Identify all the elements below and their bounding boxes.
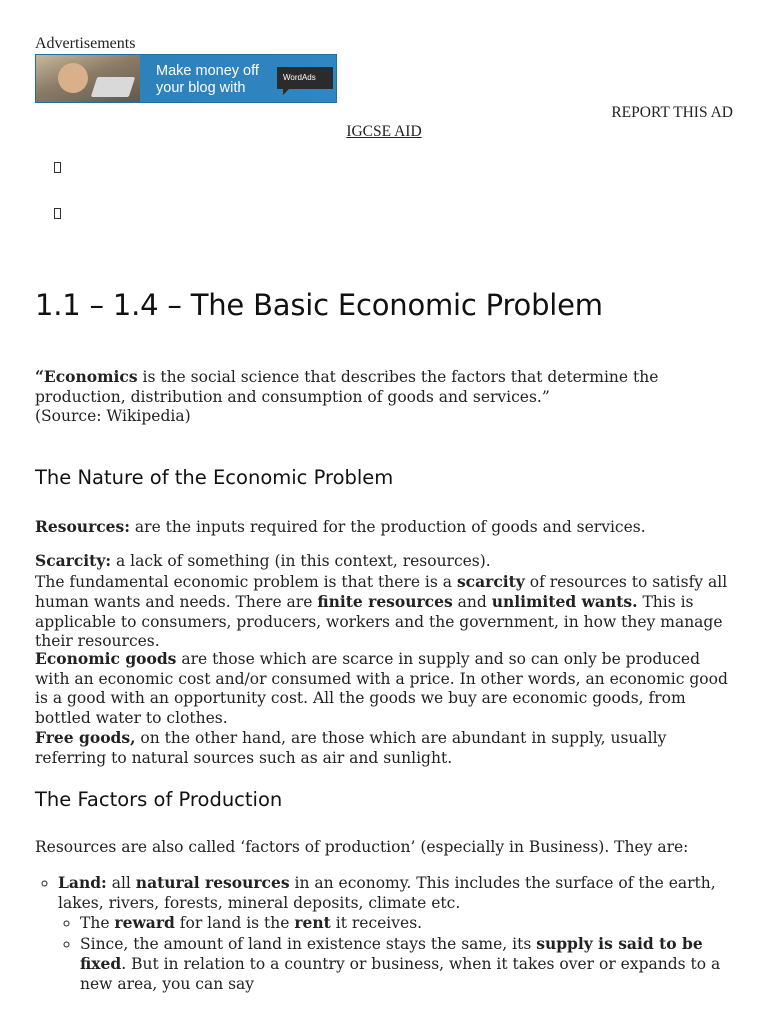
factors-heading: The Factors of Production [35,788,283,811]
problem-text: The fundamental economic problem is that there is a [35,572,457,591]
missing-glyph-icon[interactable] [54,208,61,219]
reward-text: for land is the [174,914,295,932]
ad-laptop-shape [91,77,135,97]
report-ad-link[interactable]: REPORT THIS AD [611,104,733,121]
ad-banner-line1: Make money off [156,63,259,79]
factors-outer-list [35,873,738,994]
page-title: 1.1 – 1.4 – The Basic Economic Problem [35,288,603,322]
free-goods-definition: on the other hand, are those which are abundant in supply, usually referring to natural sources such as air and sunlight. [35,729,667,767]
advertisements-label: Advertisements [35,35,136,52]
reward-bold: reward [114,913,175,932]
site-title-link[interactable]: IGCSE AID [346,123,422,140]
ad-person-shape [58,63,88,93]
economics-quote [35,367,738,427]
fixed-bold: supply is said to be fixed [80,933,703,973]
wordads-logo: WordAds [277,67,333,89]
factors-list [35,873,738,994]
economics-definition: is the social science that describes the factors that determine the production, distribution and consumption of goods and services.” [35,368,659,406]
economic-goods-definition: are those which are scarce in supply and so can only be produced with an economic cost and/or consumed with a price. In other words, an economic good is a good with an opportunity cost. All the goods we buy are economic goods, from bottled water to clothes. [35,650,728,727]
resources-term: Resources: [35,517,130,536]
reward-text: The [80,914,115,932]
goods-paragraph [35,649,738,768]
problem-bold: unlimited wants. [491,592,638,611]
economic-goods-term: Economic goods [35,649,177,668]
list-item [80,913,738,934]
ad-photo-image [36,55,140,103]
problem-bold: finite resources [317,592,453,611]
factors-intro-text: Resources are also called ‘factors of production’ (especially in Business). They are: [35,838,689,856]
scarcity-definition: a lack of something (in this context, resources). [111,552,491,570]
list-item [58,873,738,994]
resources-paragraph [35,517,738,538]
fixed-text: Since, the amount of land in existence stays the same, its [80,934,537,953]
missing-glyph-icon[interactable] [54,162,61,173]
land-sub-list [58,913,738,994]
fixed-text: . But in relation to a country or business, when it takes over or expands to a new area, you can say [80,955,721,993]
economics-term: Economics [43,367,138,386]
scarcity-paragraph [35,551,738,652]
problem-text: This is applicable to consumers, producers, workers and the government, in how they manage their resources. [35,593,723,650]
free-goods-term: Free goods, [35,728,136,747]
resources-definition: are the inputs required for the production of goods and services. [130,518,646,536]
factors-intro [35,838,738,858]
scarcity-term: Scarcity: [35,551,112,570]
land-bold: natural resources [135,873,290,892]
quote-source: (Source: Wikipedia) [35,407,191,425]
list-item [80,934,738,995]
section-heading-nature [35,466,738,490]
quote-open: “ [35,367,44,386]
reward-text: it receives. [330,914,423,932]
problem-bold: scarcity [456,571,525,591]
nature-heading: The Nature of the Economic Problem [35,466,394,489]
land-text: all [106,874,136,892]
wordads-banner[interactable] [35,54,337,103]
land-term: Land: [58,873,107,892]
problem-text: and [452,593,492,611]
reward-bold: rent [294,913,331,932]
ad-banner-line2: your blog with [156,80,246,96]
section-heading-factors [35,788,738,812]
ad-banner-text [156,63,259,97]
land-text: in an economy. This includes the surface of the earth, lakes, rivers, forests, mineral deposits, climate etc. [58,874,716,912]
problem-text: of resources to satisfy all human wants and needs. There are [35,572,728,611]
